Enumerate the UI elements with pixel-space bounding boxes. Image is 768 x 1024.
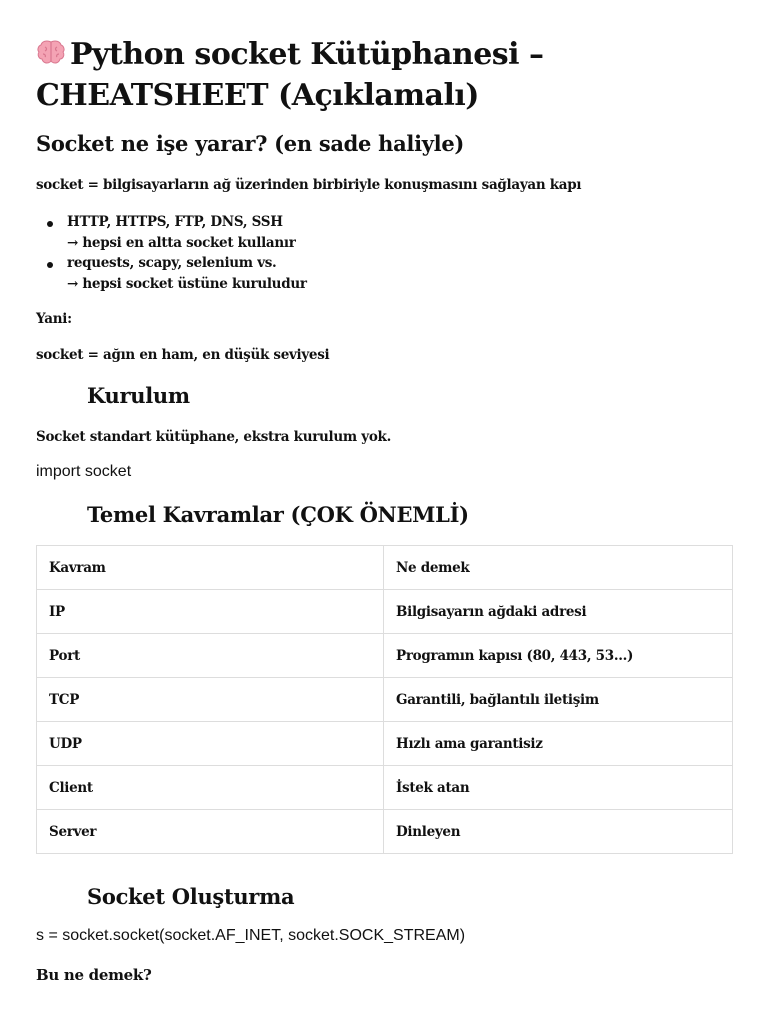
table-cell: Dinleyen	[384, 810, 733, 854]
section-heading-install: Kurulum	[87, 383, 190, 408]
brain-icon	[36, 39, 66, 67]
question-label: Bu ne demek?	[36, 966, 152, 984]
table-row	[37, 722, 733, 766]
table-header-cell: Ne demek	[384, 546, 733, 590]
concepts-table	[36, 545, 733, 854]
table-cell: TCP	[37, 678, 384, 722]
table-header-cell: Kavram	[37, 546, 384, 590]
table-header-row	[37, 546, 733, 590]
bullet-list	[36, 212, 307, 294]
table-row	[37, 634, 733, 678]
table-cell: Hızlı ama garantisiz	[384, 722, 733, 766]
table-cell: IP	[37, 590, 384, 634]
bullet-dot-icon	[47, 221, 53, 227]
section-heading-concepts: Temel Kavramlar (ÇOK ÖNEMLİ)	[87, 502, 469, 527]
table-cell: Garantili, bağlantılı iletişim	[384, 678, 733, 722]
table-cell: Bilgisayarın ağdaki adresi	[384, 590, 733, 634]
list-item	[36, 212, 307, 253]
table-cell: İstek atan	[384, 766, 733, 810]
table-cell: Programın kapısı (80, 443, 53...)	[384, 634, 733, 678]
create-socket-code: s = socket.socket(socket.AF_INET, socket.SOCK_STREAM)	[36, 927, 466, 944]
list-item-text: HTTP, HTTPS, FTP, DNS, SSH	[67, 214, 283, 230]
table-cell: Server	[37, 810, 384, 854]
table-cell: Client	[37, 766, 384, 810]
table-cell: UDP	[37, 722, 384, 766]
yani-label: Yani:	[36, 311, 72, 327]
table-row	[37, 766, 733, 810]
install-text: Socket standart kütüphane, ekstra kurulum yok.	[36, 429, 391, 445]
table-cell: Port	[37, 634, 384, 678]
bullet-dot-icon	[47, 262, 53, 268]
page-title-text: Python socket Kütüphanesi – CHEATSHEET (Açıklamalı)	[36, 37, 544, 113]
list-item-text: requests, scapy, selenium vs.	[67, 255, 277, 271]
list-item-subtext: → hepsi socket üstüne kuruludur	[67, 275, 307, 292]
import-code: import socket	[36, 463, 132, 480]
list-item-subtext: → hepsi en altta socket kullanır	[67, 234, 296, 251]
section-heading-what: Socket ne işe yarar? (en sade haliyle)	[36, 131, 465, 156]
table-row	[37, 678, 733, 722]
section-heading-create: Socket Oluşturma	[87, 884, 295, 909]
page-title	[36, 34, 736, 116]
table-row	[37, 590, 733, 634]
table-row	[37, 810, 733, 854]
list-item	[36, 253, 307, 294]
socket-definition: socket = bilgisayarların ağ üzerinden birbiriyle konuşmasını sağlayan kapı	[36, 177, 582, 193]
socket-summary: socket = ağın en ham, en düşük seviyesi	[36, 347, 330, 363]
